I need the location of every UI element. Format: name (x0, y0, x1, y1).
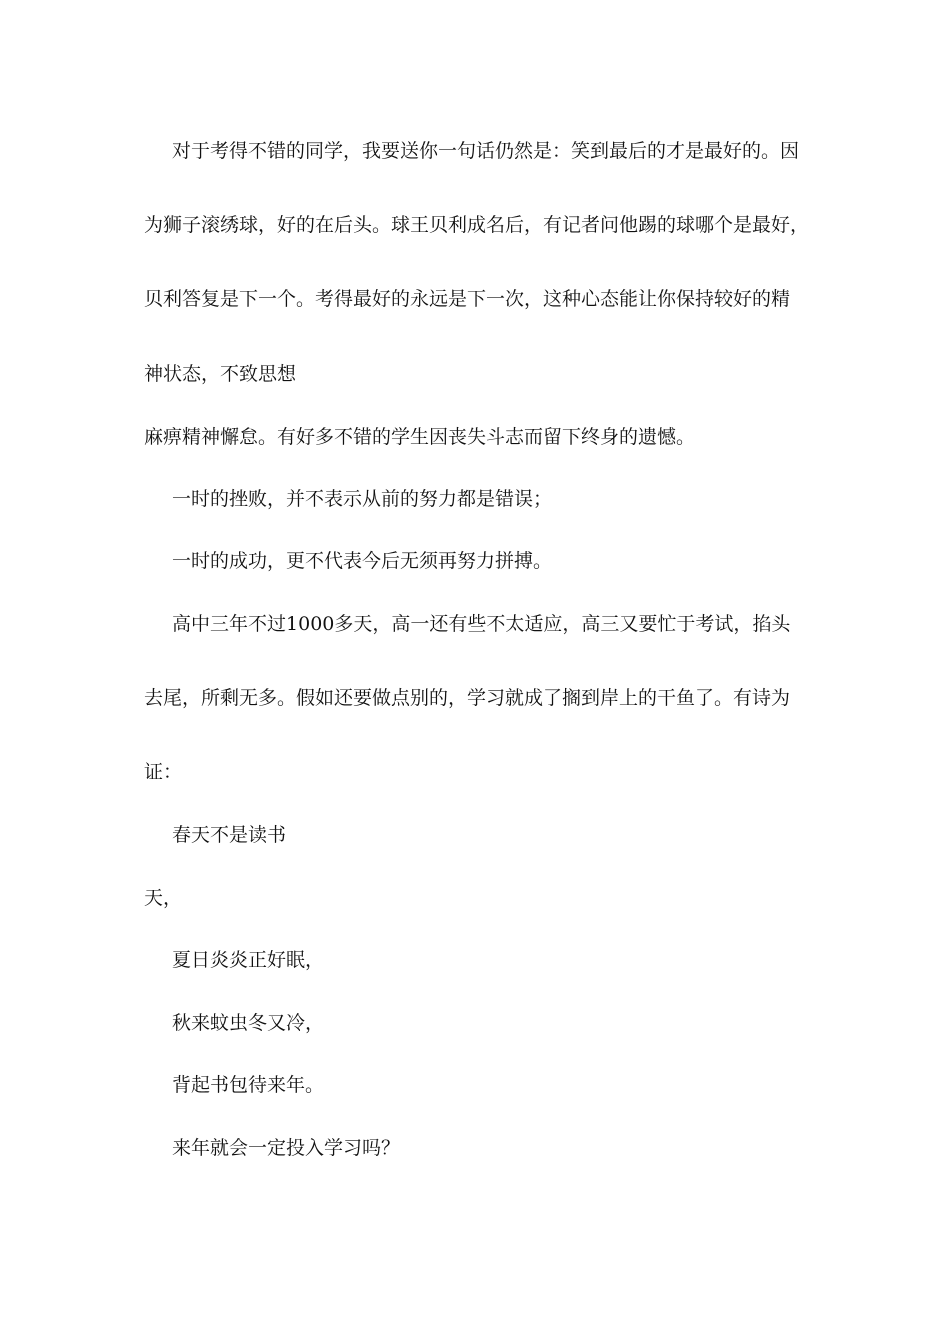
paragraph-line: 贝利答复是下一个。考得最好的永远是下一次，这种心态能让你保持较好的精 (144, 288, 791, 310)
paragraph-line: 一时的挫败，并不表示从前的努力都是错误； (172, 488, 553, 510)
poem-line: 夏日炎炎正好眠， (172, 949, 325, 971)
paragraph-line (172, 611, 824, 637)
poem-line: 秋来蚊虫冬又冷， (172, 1012, 325, 1034)
number-segment: 1000 (286, 613, 335, 635)
poem-line: 春天不是读书 (172, 824, 287, 846)
text-segment: 高中三年不过 (172, 613, 287, 635)
paragraph-line: 一时的成功，更不代表今后无须再努力拼搏。 (172, 550, 553, 572)
text-segment: 多天，高一还有些不太适应，高三又要忙于考试，掐头 (334, 613, 791, 635)
poem-line: 天， (144, 887, 183, 909)
paragraph-line: 麻痹精神懈怠。有好多不错的学生因丧失斗志而留下终身的遗憾。 (144, 426, 696, 448)
paragraph-line: 为狮子滚绣球，好的在后头。球王贝利成名后，有记者问他踢的球哪个是最好， (144, 214, 810, 236)
paragraph-line: 去尾，所剩无多。假如还要做点别的，学习就成了搁到岸上的干鱼了。有诗为 (144, 687, 791, 709)
paragraph-line: 来年就会一定投入学习吗？ (172, 1137, 401, 1159)
poem-line: 背起书包待来年。 (172, 1074, 325, 1096)
paragraph-line: 对于考得不错的同学，我要送你一句话仍然是：笑到最后的才是最好的。因 (172, 140, 800, 162)
paragraph-line: 神状态，不致思想 (144, 363, 297, 385)
paragraph-line: 证： (144, 761, 183, 783)
